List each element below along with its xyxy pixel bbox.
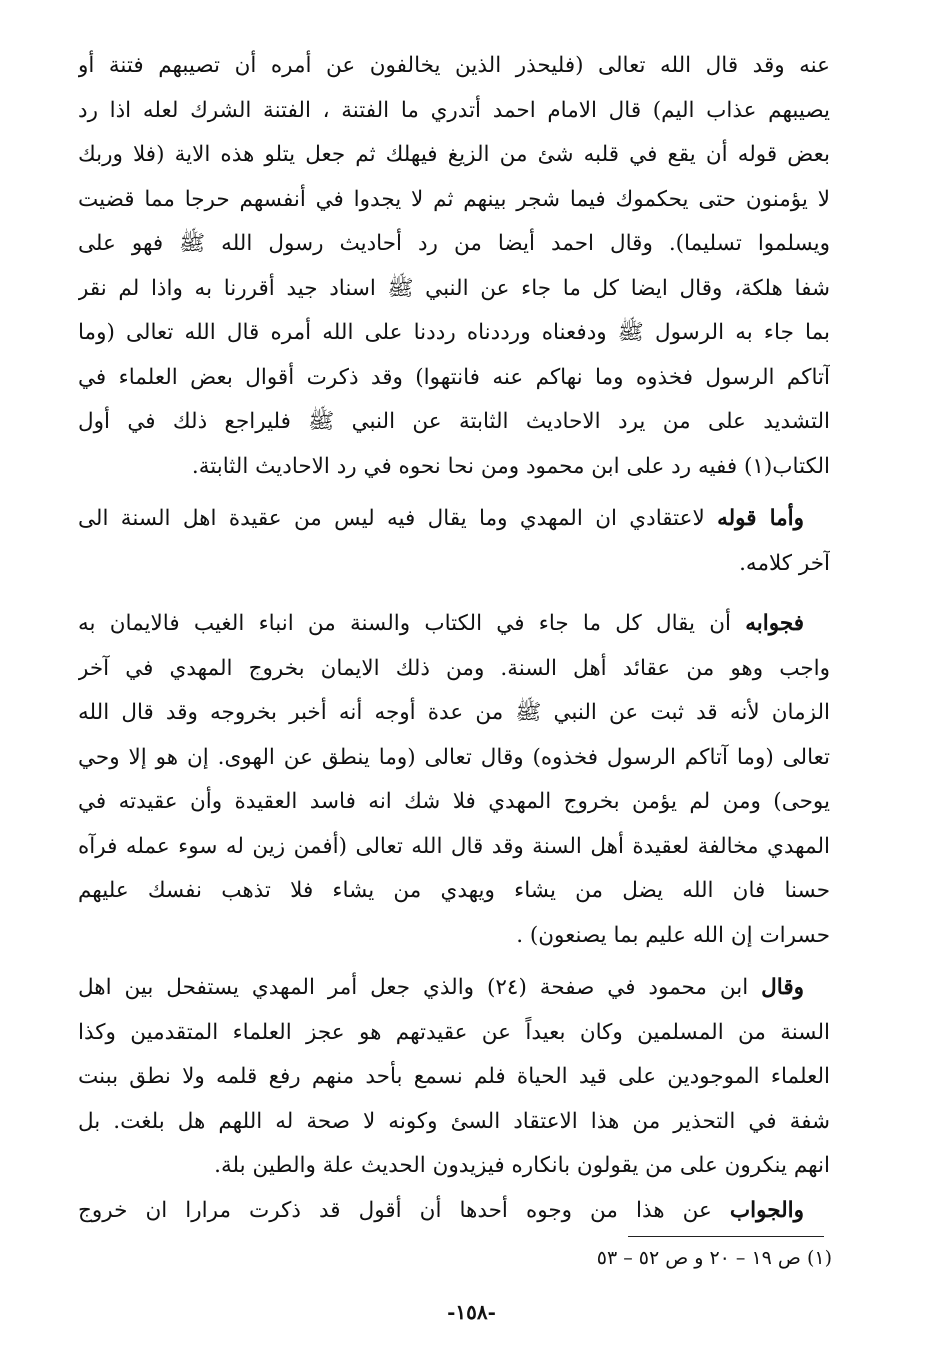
line-text: لاعتقادي ان المهدي وما يقال فيه ليس من عقيدة اهل السنة الى (78, 506, 705, 531)
paragraph-2 (78, 497, 830, 586)
text-line: تعالى (وما آتاكم الرسول فخذوه) وقال تعالى (وما ينطق عن الهوى. إن هو إلا وحي (78, 744, 830, 770)
footnote-rule (628, 1236, 824, 1237)
text-line (78, 1189, 830, 1234)
page-number: -١٥٨- (447, 1300, 496, 1324)
text-line (78, 602, 830, 647)
text-line: العلماء الموجودين على قيد الحياة فلم نسمع بأحد منهم رفع قلمه ولا نطق ببنت (78, 1064, 830, 1089)
paragraph-1 (78, 44, 830, 489)
paragraph-lead: فجوابه (745, 611, 805, 636)
text-line: المهدي مخالفة لعقيدة أهل السنة وقد قال الله تعالى (أفمن زين له سوء عمله فرآه (78, 833, 830, 859)
text-line: شفة في التحذير من هذا الاعتقاد السئ وكونه لا صحة له اللهم هل بلغت. بل (78, 1108, 830, 1134)
footnote: (١) ص ١٩ – ٢٠ و ص ٥٢ – ٥٣ (596, 1247, 832, 1269)
text-line (78, 966, 830, 1011)
text-line: آخر كلامه. (739, 550, 830, 576)
text-line: لا يؤمنون حتى يحكموك فيما شجر بينهم ثم لا يجدوا في أنفسهم حرجا مما قضيت (78, 186, 830, 212)
text-line: آتاكم الرسول فخذوه وما نهاكم عنه فانتهوا) وقد ذكرت أقوال بعض العلماء في (78, 364, 830, 390)
text-line: واجب وهو من عقائد أهل السنة. ومن ذلك الايمان بخروج المهدي في آخر (78, 655, 830, 681)
text-line: الزمان لأنه قد ثبت عن النبي ﷺ من عدة أوجه أنه أخبر بخروجه وقد قال الله (78, 700, 830, 725)
page-body (78, 44, 830, 1233)
text-line (78, 497, 830, 542)
text-line: بما جاء به الرسول ﷺ ودفعناه ورددناه رددنا على الله أمره قال الله تعالى (وما (78, 320, 830, 345)
text-line: ويسلموا تسليما). وقال احمد أيضا من رد أحاديث رسول الله ﷺ فهو على (78, 231, 830, 256)
text-line: التشديد على من يرد الاحاديث الثابتة عن النبي ﷺ فليراجع ذلك في أول (78, 409, 830, 434)
text-line: بعض قوله أن يقع في قلبه شئ من الزيغ فيهلك ثم جعل يتلو هذه الاية (فلا وربك (78, 142, 830, 167)
text-line: انهم ينكرون على من يقولون بانكاره فيزيدون الحديث علة والطين بلة. (214, 1153, 830, 1178)
text-line: شفا هلكة، وقال ايضا كل ما جاء عن النبي ﷺ اسناد جيد أقررنا به واذا لم نقر (78, 275, 830, 301)
text-line: حسنا فان الله يضل من يشاء ويهدي من يشاء فلا تذهب نفسك عليهم (78, 878, 830, 903)
paragraph-5 (78, 1189, 830, 1234)
paragraph-lead: وقال (761, 975, 804, 1000)
text-line: الكتاب(١) ففيه رد على ابن محمود ومن نحا نحوه في رد الاحاديث الثابتة. (191, 453, 830, 479)
text-line: السنة من المسلمين وكان بعيداً عن عقيدتهم هو عجز العلماء المتقدمين وكذا (78, 1019, 830, 1045)
text-line: عنه وقد قال الله تعالى (فليحذر الذين يخالفون عن أمره أن تصيبهم فتنة أو (78, 53, 830, 78)
paragraph-lead: وأما قوله (717, 506, 805, 531)
paragraph-3 (78, 602, 830, 958)
line-text: ابن محمود في صفحة (٢٤) والذي جعل أمر المهدي يستفحل بين اهل (78, 975, 749, 1000)
paragraph-4 (78, 966, 830, 1189)
line-text: أن يقال كل ما جاء في الكتاب والسنة من انباء الغيب فالايمان به (78, 611, 732, 636)
paragraph-lead: والجواب (729, 1197, 804, 1223)
text-line: حسرات إن الله عليم بما يصنعون) . (516, 922, 830, 948)
text-line: يصيبهم عذاب اليم) قال الامام احمد أتدري ما الفتنة ، الفتنة الشرك لعله اذا رد (78, 97, 830, 123)
line-text: عن هذا من وجوه أحدها أن أقول قد ذكرت مرارا ان خروج (78, 1197, 712, 1223)
text-line: يوحى) ومن لم يؤمن بخروج المهدي فلا شك انه فاسد العقيدة وأن عقيدته في (78, 789, 830, 814)
